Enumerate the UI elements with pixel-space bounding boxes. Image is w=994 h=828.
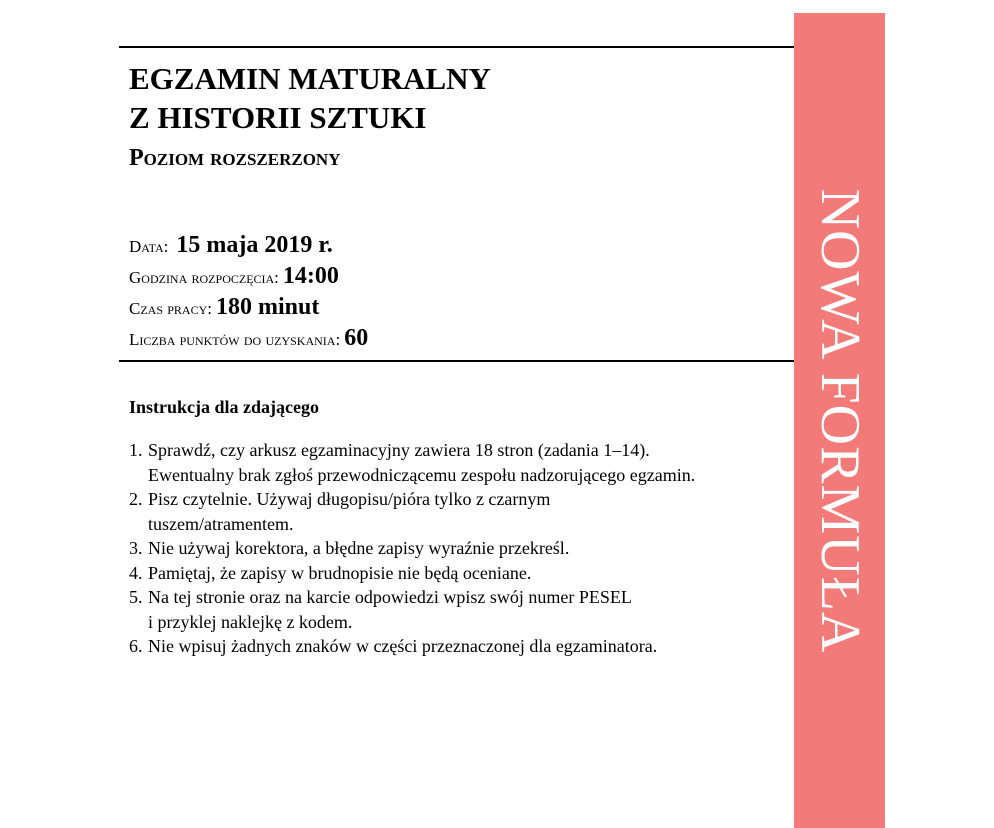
instruction-item <box>129 438 779 487</box>
instruction-number: 3. <box>129 538 143 558</box>
instruction-number: 1. <box>129 440 143 460</box>
new-formula-label: NOWA FORMUŁA <box>808 188 871 653</box>
instruction-item <box>129 561 779 586</box>
exam-start-label: Godzina rozpoczęcia: <box>129 268 279 287</box>
exam-title-line-1: EGZAMIN MATURALNY <box>129 61 491 96</box>
side-band <box>794 13 885 828</box>
exam-date-value: 15 maja 2019 r. <box>176 232 333 258</box>
instruction-text: Pamiętaj, że zapisy w brudnopisie nie będą oceniane. <box>148 562 532 583</box>
instruction-item <box>129 585 779 634</box>
exam-points-value: 60 <box>344 325 369 351</box>
exam-duration-value: 180 minut <box>216 294 320 320</box>
instruction-number: 6. <box>129 636 143 656</box>
instruction-text: i przyklej naklejkę z kodem. <box>148 611 353 632</box>
middle-rule <box>119 360 796 362</box>
instruction-text: Nie używaj korektora, a błędne zapisy wyraźnie przekreśl. <box>148 538 570 558</box>
instruction-text: Ewentualny brak zgłoś przewodniczącemu zespołu nadzorującego egzamin. <box>148 464 696 485</box>
exam-start-value: 14:00 <box>282 263 339 289</box>
instruction-text: tuszem/atramentem. <box>148 513 294 534</box>
exam-start-row <box>129 264 339 288</box>
instruction-text: Sprawdź, czy arkusz egzaminacyjny zawiera 18 stron (zadania 1–14). <box>148 440 650 460</box>
instruction-number: 4. <box>129 562 143 583</box>
instructions-list <box>129 438 779 659</box>
instructions-heading: Instrukcja dla zdającego <box>129 397 319 417</box>
exam-title-line-2: Z HISTORII SZTUKI <box>129 100 427 135</box>
exam-level: Poziom rozszerzony <box>129 145 341 171</box>
instruction-item <box>129 487 779 536</box>
instruction-item <box>129 536 779 561</box>
exam-points-row <box>129 326 368 350</box>
instruction-text: Pisz czytelnie. Używaj długopisu/pióra tylko z czarnym <box>148 489 551 509</box>
exam-points-label: Liczba punktów do uzyskania: <box>129 330 341 349</box>
top-rule <box>119 46 796 48</box>
exam-date-row <box>129 233 333 257</box>
instruction-number: 5. <box>129 587 143 607</box>
instruction-text: Nie wpisuj żadnych znaków w części przeznaczonej dla egzaminatora. <box>148 636 658 656</box>
exam-date-label: Data: <box>129 237 169 256</box>
exam-duration-label: Czas pracy: <box>129 299 212 318</box>
instruction-item <box>129 634 779 659</box>
exam-duration-row <box>129 295 319 319</box>
instruction-number: 2. <box>129 489 143 509</box>
instruction-text: Na tej stronie oraz na karcie odpowiedzi wpisz swój numer PESEL <box>148 587 632 607</box>
